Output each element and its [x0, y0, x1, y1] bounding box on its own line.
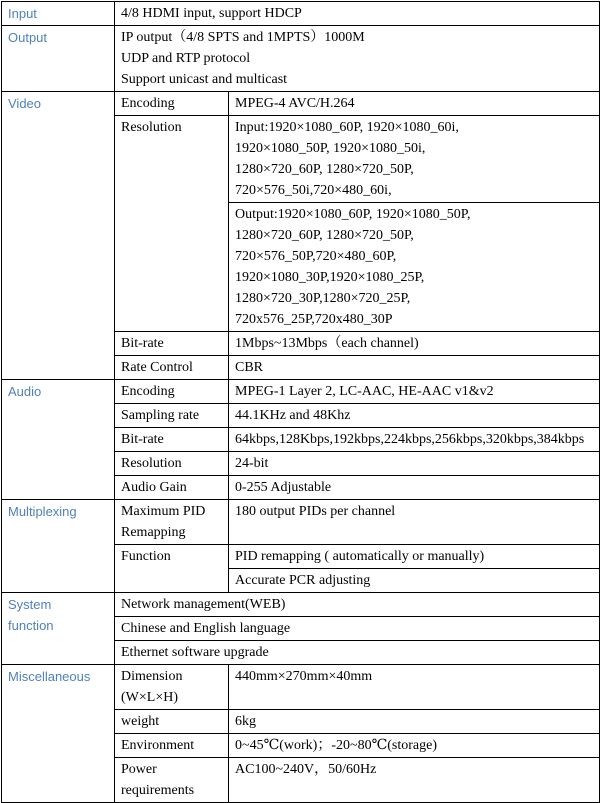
category-system-line: function — [8, 618, 54, 633]
resolution-output-line: 1280×720_60P, 1280×720_50P, — [235, 228, 414, 243]
video-resolution-label: Resolution — [115, 116, 229, 332]
row-system-1 — [2, 593, 600, 617]
output-line: Support unicast and multicast — [121, 72, 288, 87]
system-value: Ethernet software upgrade — [115, 641, 600, 665]
spec-table — [1, 1, 600, 803]
row-mux-pid — [2, 500, 600, 545]
video-resolution-input — [229, 116, 600, 203]
audio-resolution-value: 24-bit — [229, 452, 600, 476]
video-bitrate-label: Bit-rate — [115, 332, 229, 356]
system-value: Network management(WEB) — [115, 593, 600, 617]
misc-dimension-label-line: (W×L×H) — [121, 690, 178, 705]
video-bitrate-value: 1Mbps~13Mbps（each channel) — [229, 332, 600, 356]
resolution-input-line: 1280×720_60P, 1280×720_50P, — [235, 162, 414, 177]
resolution-output-line: 720x576_25P,720x480_30P — [235, 312, 393, 327]
system-value: Chinese and English language — [115, 617, 600, 641]
category-audio: Audio — [2, 380, 115, 500]
resolution-output-line: 1280×720_30P,1280×720_25P, — [235, 291, 411, 306]
resolution-input-line: Input:1920×1080_60P, 1920×1080_60i, — [235, 120, 459, 135]
category-output: Output — [2, 26, 115, 92]
audio-encoding-label: Encoding — [115, 380, 229, 404]
misc-environment-label: Environment — [115, 734, 229, 758]
mux-pid-label-line: Remapping — [121, 525, 186, 540]
resolution-output-line: Output:1920×1080_60P, 1920×1080_50P, — [235, 207, 471, 222]
row-audio-encoding — [2, 380, 600, 404]
audio-sampling-rate-value: 44.1KHz and 48Khz — [229, 404, 600, 428]
audio-bitrate-value: 64kbps,128Kbps,192kbps,224kbps,256kbps,320kbps,384kbps — [229, 428, 600, 452]
category-input: Input — [2, 2, 115, 26]
row-video-encoding — [2, 92, 600, 116]
mux-pid-label — [115, 500, 229, 545]
misc-environment-value: 0~45℃(work)；-20~80℃(storage) — [229, 734, 600, 758]
row-output — [2, 26, 600, 92]
row-misc-dimension — [2, 665, 600, 710]
category-misc: Miscellaneous — [2, 665, 115, 803]
audio-encoding-value: MPEG-1 Layer 2, LC-AAC, HE-AAC v1&v2 — [229, 380, 600, 404]
misc-weight-label: weight — [115, 710, 229, 734]
resolution-output-line: 720×576_50P,720×480_60P, — [235, 249, 397, 264]
video-encoding-value: MPEG-4 AVC/H.264 — [229, 92, 600, 116]
audio-gain-value: 0-255 Adjustable — [229, 476, 600, 500]
resolution-output-line: 1920×1080_30P,1920×1080_25P, — [235, 270, 425, 285]
audio-bitrate-label: Bit-rate — [115, 428, 229, 452]
row-input — [2, 2, 600, 26]
misc-power-label — [115, 758, 229, 803]
misc-dimension-label — [115, 665, 229, 710]
misc-dimension-label-line: Dimension — [121, 669, 183, 684]
mux-pid-label-line: Maximum PID — [121, 504, 206, 519]
misc-power-value: AC100~240V，50/60Hz — [229, 758, 600, 803]
mux-pid-value: 180 output PIDs per channel — [229, 500, 600, 545]
video-rate-control-value: CBR — [229, 356, 600, 380]
category-system-line: System — [8, 597, 52, 612]
audio-gain-label: Audio Gain — [115, 476, 229, 500]
misc-power-label-line: Power — [121, 762, 157, 777]
audio-sampling-rate-label: Sampling rate — [115, 404, 229, 428]
input-value: 4/8 HDMI input, support HDCP — [115, 2, 600, 26]
resolution-input-line: 720×576_50i,720×480_60i, — [235, 183, 392, 198]
audio-resolution-label: Resolution — [115, 452, 229, 476]
video-rate-control-label: Rate Control — [115, 356, 229, 380]
mux-function-value: PID remapping ( automatically or manually) — [229, 545, 600, 569]
misc-dimension-value: 440mm×270mm×40mm — [229, 665, 600, 710]
mux-function-value: Accurate PCR adjusting — [229, 569, 600, 593]
output-value — [115, 26, 600, 92]
category-multiplexing: Multiplexing — [2, 500, 115, 593]
category-system — [2, 593, 115, 665]
misc-power-label-line: requirements — [121, 783, 195, 798]
video-encoding-label: Encoding — [115, 92, 229, 116]
misc-weight-value: 6kg — [229, 710, 600, 734]
output-line: UDP and RTP protocol — [121, 51, 251, 66]
resolution-input-line: 1920×1080_50P, 1920×1080_50i, — [235, 141, 426, 156]
output-line: IP output（4/8 SPTS and 1MPTS）1000M — [121, 30, 365, 45]
category-video: Video — [2, 92, 115, 380]
mux-function-label: Function — [115, 545, 229, 593]
video-resolution-output — [229, 203, 600, 332]
